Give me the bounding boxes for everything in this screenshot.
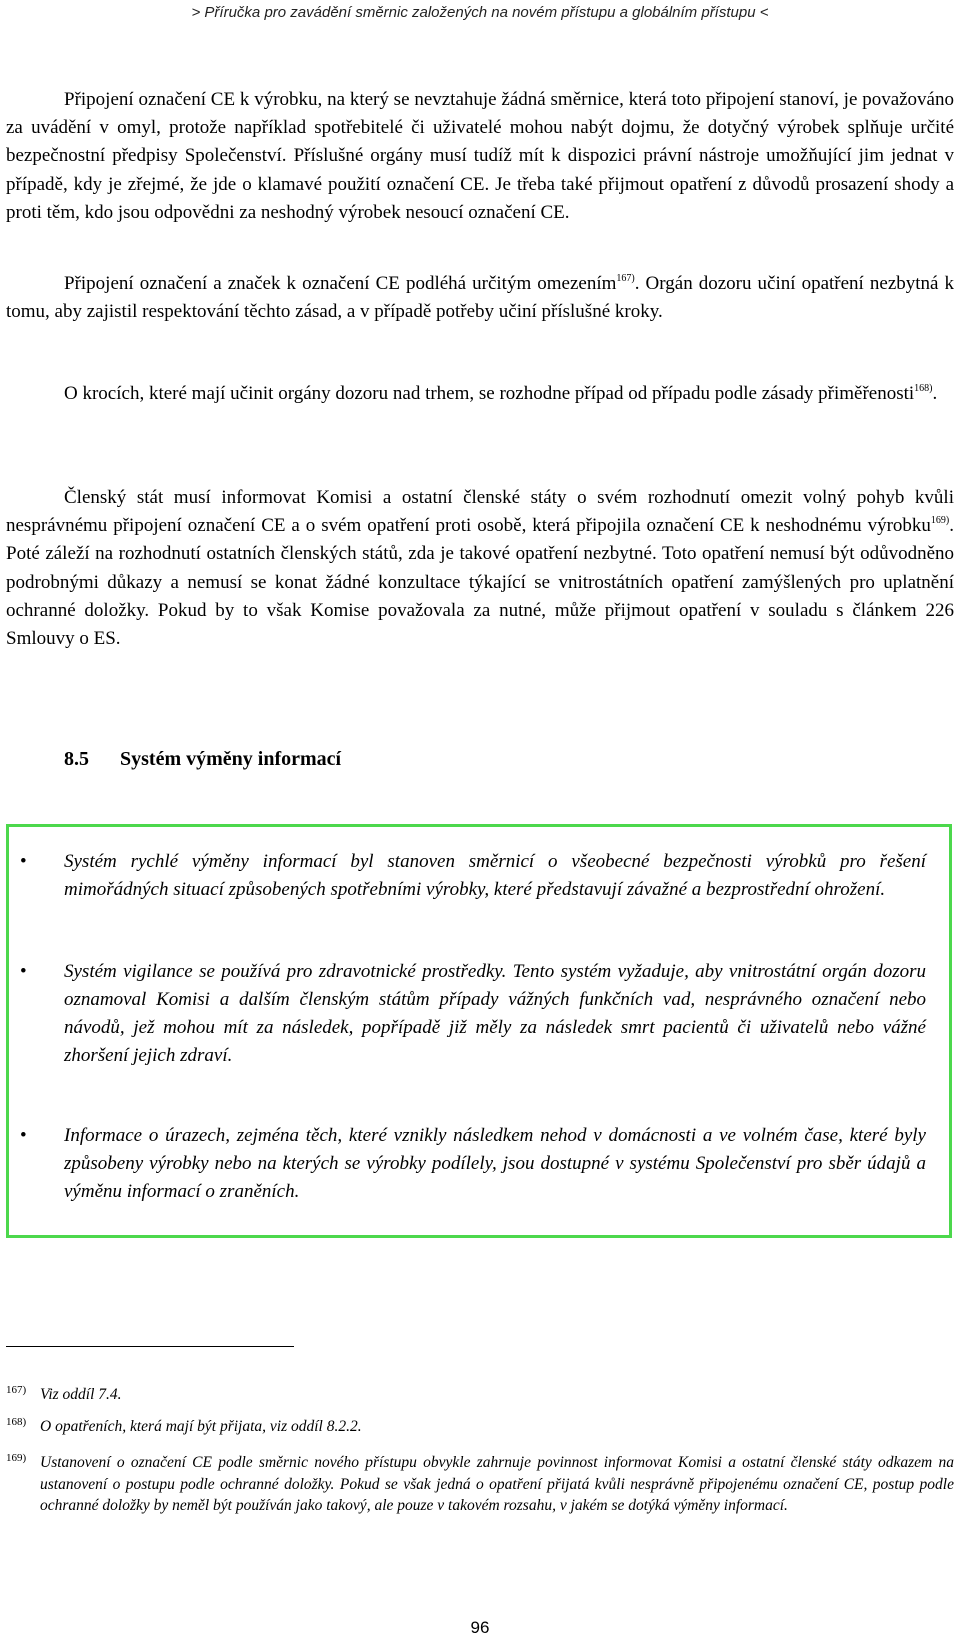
footnote-text: Ustanovení o označení CE podle směrnic nového přístupu obvykle zahrnuje povinnost informovat Komisi a ostatní členské státy odkazem na ustanovení o postupu podle ochranné doložky. Pokud se však jedná o opatření přijatá kvůli nesprávně připojenému označení CE, postup podle ochranné doložky by neměl být používán jako takový, ale pouze v takovém rozsahu, v jakém se dotýká výměny informací.: [40, 1454, 954, 1514]
footnote: [6, 1452, 954, 1517]
paragraph-text: Připojení označení a značek k označení CE podléhá určitým omezením: [64, 273, 617, 294]
running-header: > Příručka pro zavádění směrnic založených na novém přístupu a globálním přístupu <: [191, 4, 769, 21]
footnote-separator: [6, 1346, 294, 1347]
section-number: 8.5: [64, 748, 89, 770]
list-item: [20, 1122, 926, 1206]
paragraph-member-state: [6, 484, 954, 653]
paragraph-text: Připojení označení CE k výrobku, na který se nevztahuje žádná směrnice, která toto připojení stanoví, je považováno za uvádění v omyl, protože například spotřebitelé či uživatelé mohou nabýt dojmu, že dotyčný výrobek splňuje určité bezpečnostní předpisy Společenství. Příslušné orgány musí tudíž mít k dispozici právní nástroje umožňující jim jednat v případě, kdy je zřejmé, že jde o klamavé použití označení CE. Je třeba také přijmout opatření z důvodů prosazení shody a proti těm, kdo jsou odpovědni za neshodný výrobek nesoucí označení CE.: [6, 89, 954, 223]
footnote-number: 169): [6, 1452, 27, 1464]
paragraph-proportionality: [6, 380, 954, 408]
bullet-icon: •: [20, 961, 27, 982]
paragraph-text: Členský stát musí informovat Komisi a ostatní členské státy o svém rozhodnutí omezit volný pohyb kvůli nesprávnému připojení označení CE a o svém opatření proti osobě, která připojila označení CE k neshodnému výrobku: [6, 487, 954, 537]
list-item: [20, 848, 926, 904]
section-heading: [64, 748, 341, 771]
footnote-ref-168[interactable]: 168): [914, 383, 933, 394]
paragraph-ce-misleading: [6, 86, 954, 227]
list-item-text: Systém vigilance se používá pro zdravotnické prostředky. Tento systém vyžaduje, aby vnitrostátní orgán dozoru oznamoval Komisi a dalším členským státům případy vážných funkčních vad, nesprávného označení nebo návodů, jež mohou mít za následek, popřípadě již měly za následek smrt pacientů či uživatelů nebo vážné zhoršení jejich zdraví.: [64, 961, 926, 1066]
footnote-ref-167[interactable]: 167): [616, 273, 635, 284]
footnote-text: Viz oddíl 7.4.: [40, 1386, 122, 1403]
footnote-ref-169[interactable]: 169): [930, 515, 950, 527]
bullet-icon: •: [20, 851, 27, 872]
list-item-text: Informace o úrazech, zejména těch, které vznikly následkem nehod v domácnosti a ve volném čase, které byly způsobeny výrobky nebo na kterých se výrobky podílely, jsou dostupné v systému Společenství pro sběr údajů a výměnu informací o zraněních.: [64, 1125, 926, 1202]
page-number: 96: [470, 1618, 490, 1637]
paragraph-text: . Orgán dozoru učiní opatření nezbytná k tomu, aby zajistil respektování těchto zásad, a v případě potřeby učiní příslušné kroky.: [6, 273, 955, 323]
footnote-number: 168): [6, 1416, 27, 1428]
paragraph-text: . Poté záleží na rozhodnutí ostatních členských států, zda je takové opatření nezbytné. Toto opatření nemusí být odůvodněno podrobnými důkazy a nemusí se konat žádné konzultace týkající se vnitrostátních opatření zamýšlených pro uplatnění ochranné doložky. Pokud by to však Komise považovala za nutné, může přijmout opatření v souladu s článkem 226 Smlouvy o ES.: [6, 515, 954, 650]
list-item: [20, 958, 926, 1070]
paragraph-text: O krocích, které mají učinit orgány dozoru nad trhem, se rozhodne případ od případu podle zásady přiměřenosti: [64, 383, 915, 404]
footnote: [6, 1384, 954, 1406]
footnote: [6, 1416, 954, 1438]
paragraph-ce-restrictions: [6, 270, 954, 326]
list-item-text: Systém rychlé výměny informací byl stanoven směrnicí o všeobecné bezpečnosti výrobků pro řešení mimořádných situací způsobených spotřebními výrobky, které představují závažné a bezprostřední ohrožení.: [64, 851, 926, 900]
section-title: Systém výměny informací: [120, 748, 342, 770]
paragraph-text: .: [932, 383, 938, 404]
footnote-text: O opatřeních, která mají být přijata, viz oddíl 8.2.2.: [40, 1418, 362, 1435]
bullet-icon: •: [20, 1125, 27, 1146]
footnote-number: 167): [6, 1384, 27, 1396]
